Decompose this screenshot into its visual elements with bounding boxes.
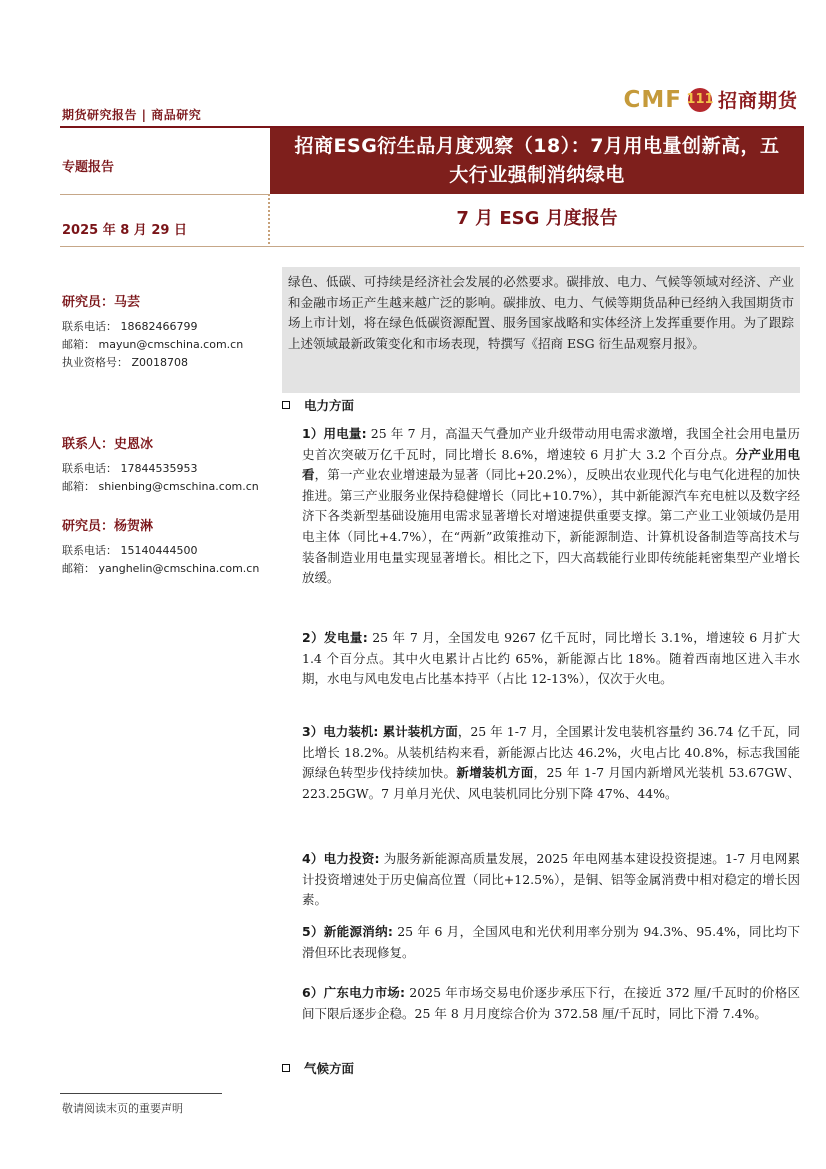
section-heading-climate [282, 1059, 354, 1077]
report-category: 期货研究报告 | 商品研究 [62, 108, 202, 122]
analyst-name: 研究员：马芸 [62, 295, 141, 310]
analyst-card-3 [62, 518, 259, 578]
paragraph-consumption [302, 424, 800, 589]
section-heading-power [282, 396, 354, 414]
para-label: 6）广东电力市场: [302, 985, 406, 1000]
analyst-phone: 联系电话： 18682466799 [62, 320, 198, 333]
para-label-2: 分产业用电看 [302, 446, 800, 483]
analyst-phone: 联系电话： 15140444500 [62, 544, 198, 557]
paragraph-consumption-renewables [302, 922, 800, 963]
footer-divider [60, 1093, 222, 1094]
left-divider-2 [60, 246, 270, 247]
company-logo [624, 86, 799, 113]
footer-disclaimer: 敬请阅读末页的重要声明 [62, 1102, 183, 1115]
report-date: 2025 年 8 月 29 日 [62, 223, 187, 238]
left-divider [60, 194, 270, 195]
para-text: ，25 年 1-7 月，全国累计发电装机容量约 36.74 亿千瓦，同比增长 18.2%。从装机结构来看，新能源占比达 46.2%，火电占比 40.8%，标志我国能源绿色转型步伐持续加快。 [302, 724, 800, 781]
para-label-3: 新增装机方面 [456, 765, 534, 781]
checkbox-bullet-icon [282, 1064, 290, 1072]
para-text: 25 年 7 月，高温天气叠加产业升级带动用电需求激增，我国全社会用电量历史首次突破万亿千瓦时，同比增长 8.6%，增速较 6 月扩大 3.2 个百分点。 [302, 426, 800, 462]
paragraph-capacity [302, 722, 800, 804]
summary-box: 绿色、低碳、可持续是经济社会发展的必然要求。碳排放、电力、气候等领域对经济、产业和金融市场正产生越来越广泛的影响。碳排放、电力、气候等期货品种已经纳入我国期货市场上市计划，将在绿色低碳资源配置、服务国家战略和实体经济上发挥重要作用。为了跟踪上述领域最新政策变化和市场表现，特撰写《招商 ESG 衍生品观察月报》。 [282, 267, 800, 393]
title-banner [270, 128, 804, 194]
report-subtitle: 7 月 ESG 月度报告 [456, 208, 618, 229]
logo-emblem-icon: 111 [688, 88, 712, 112]
para-text: 为服务新能源高质量发展，2025 年电网基本建设投资提速。1-7 月电网累计投资增速处于历史偏高位置（同比+12.5%），是铜、铝等金属消费中相对稳定的增长因素。 [302, 851, 800, 908]
checkbox-bullet-icon [282, 401, 290, 409]
para-text-2: ，25 年 1-7 月国内新增风光装机 53.67GW、223.25GW。7 月单月光伏、风电装机同比分别下降 47%、44%。 [302, 765, 800, 801]
para-label: 2）发电量: [302, 630, 368, 645]
analyst-email[interactable]: 邮箱： mayun@cmschina.com.cn [62, 338, 244, 351]
analyst-license: 执业资格号： Z0018708 [62, 356, 189, 369]
analyst-name: 联系人：史恩冰 [62, 437, 154, 452]
section-title: 气候方面 [304, 1061, 355, 1076]
logo-cmf-text: CMF [623, 86, 682, 113]
report-title: 招商ESG衍生品月度观察（18）：7月用电量创新高，五大行业强制消纳绿电 [294, 135, 780, 186]
logo-company-name: 招商期货 [717, 90, 798, 112]
para-label: 5）新能源消纳: [302, 924, 393, 939]
analyst-email[interactable]: 邮箱： yanghelin@cmschina.com.cn [62, 562, 260, 575]
analyst-name: 研究员：杨贺淋 [62, 519, 154, 534]
paragraph-investment [302, 849, 800, 911]
para-text: 2025 年市场交易电价逐步承压下行，在接近 372 厘/千瓦时的价格区间下限后逐步企稳。25 年 8 月月度综合价为 372.58 厘/千瓦时，同比下滑 7.4%。 [302, 985, 800, 1021]
paragraph-generation [302, 628, 800, 690]
analyst-card-1 [62, 294, 243, 372]
analyst-phone: 联系电话： 17844535953 [62, 462, 198, 475]
report-type: 专题报告 [62, 160, 115, 175]
subtitle-divider [270, 246, 804, 247]
para-label-2: 累计装机方面 [378, 724, 458, 739]
para-text-2: ，第一产业农业增速最为显著（同比+20.2%），反映出农业现代化与电气化进程的加快推进。第三产业服务业保持稳健增长（同比+10.7%），其中新能源汽车充电桩以及数字经济下各类新型基础设施用电需求显著增长对增速提供重要支撑。第二产业工业领域仍是用电主体（同比+4.7%），在“两新”政策推动下，新能源制造、计算机设备制造等高技术与装备制造业用电量实现显著增长。相比之下，四大高载能行业即传统能耗密集型产业增长放缓。 [302, 467, 800, 586]
para-label: 3）电力装机: [302, 724, 379, 739]
para-label: 1）用电量: [302, 426, 367, 441]
para-label: 4）电力投资: [302, 851, 380, 866]
para-text: 25 年 6 月，全国风电和光伏利用率分别为 94.3%、95.4%，同比均下滑但环比表现修复。 [302, 924, 800, 960]
analyst-card-2 [62, 436, 259, 496]
para-text: 25 年 7 月，全国发电 9267 亿千瓦时，同比增长 3.1%，增速较 6 月扩大 1.4 个百分点。其中火电累计占比约 65%，新能源占比 18%。随着西南地区进入丰水期，水电与风电发电占比基本持平（占比 12-13%），仅次于火电。 [302, 630, 800, 687]
analyst-email[interactable]: 邮箱： shienbing@cmschina.com.cn [62, 480, 259, 493]
section-title: 电力方面 [304, 398, 355, 413]
paragraph-guangdong-market [302, 983, 800, 1024]
